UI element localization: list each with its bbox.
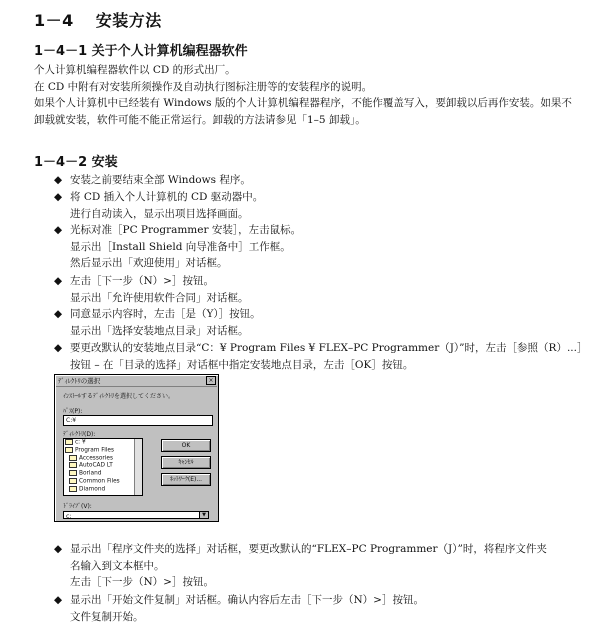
folder-icon bbox=[65, 439, 73, 445]
bullet-icon: ◆ bbox=[54, 273, 68, 290]
list-item[interactable]: Diamond bbox=[64, 486, 142, 494]
dialog-title: ﾃﾞｨﾚｸﾄﾘの選択 bbox=[56, 376, 217, 387]
folder-icon bbox=[69, 462, 77, 468]
bullet-item bbox=[54, 222, 594, 272]
bullet-item bbox=[54, 306, 594, 339]
bullet-text: 安装之前要结束全部 Windows 程序。 bbox=[70, 172, 594, 189]
bullet-item bbox=[54, 340, 594, 373]
bullet-continuation: 按钮 – 在「目录的选择」对话框中指定安装地点目录，左击［OK］按钮。 bbox=[70, 357, 594, 374]
list-item[interactable]: Accessories bbox=[64, 455, 142, 463]
bullet-continuation: 显示出「选择安装地点目录」对话框。 bbox=[70, 323, 594, 340]
folder-icon bbox=[69, 470, 77, 476]
section-number: 1－4 bbox=[34, 11, 74, 30]
list-item[interactable]: Program Files bbox=[64, 447, 142, 455]
directory-select-dialog bbox=[54, 374, 219, 522]
dialog-prompt: ｲﾝｽﾄｰﾙするﾃﾞｨﾚｸﾄﾘを選択してください。 bbox=[63, 391, 174, 400]
section-heading bbox=[34, 8, 162, 31]
paragraph-line: 在 CD 中附有对安装所须操作及自动执行图标注册等的安装程序的说明。 bbox=[34, 79, 594, 96]
bullet-icon: ◆ bbox=[54, 541, 68, 558]
list-item[interactable]: c: ¥ bbox=[64, 439, 142, 447]
path-label: ﾊﾟｽ(P): bbox=[63, 406, 82, 415]
section-title: 安装方法 bbox=[96, 11, 162, 30]
bullet-text: 显示出「程序文件夹的选择」对话框，要更改默认的“FLEX–PC Programmer（J）”时，将程序文件夹 bbox=[70, 541, 594, 558]
bullet-text: 显示出「开始文件复制」对话框。确认内容后左击［下一步（N）>］按钮。 bbox=[70, 592, 594, 609]
bullet-item bbox=[54, 541, 594, 591]
folder-icon bbox=[69, 478, 77, 484]
drive-select[interactable]: c: ▼ bbox=[63, 511, 209, 519]
cancel-button[interactable]: ｷｬﾝｾﾙ bbox=[161, 456, 211, 469]
bullet-item bbox=[54, 273, 594, 306]
bullet-item bbox=[54, 172, 594, 189]
bullet-text: 将 CD 插入个人计算机的 CD 驱动器中。 bbox=[70, 189, 594, 206]
bullet-icon: ◆ bbox=[54, 189, 68, 206]
bullet-icon: ◆ bbox=[54, 340, 68, 357]
subsection-heading-2: 1－4－2 安装 bbox=[34, 151, 118, 170]
bullet-icon: ◆ bbox=[54, 222, 68, 239]
paragraph-line: 个人计算机编程器软件以 CD 的形式出厂。 bbox=[34, 62, 594, 79]
paragraph-line: 如果个人计算机中已经装有 Windows 版的个人计算机编程器程序，不能作覆盖写入，要卸载以后再作安装。如果不 bbox=[34, 95, 594, 112]
directory-list[interactable] bbox=[63, 438, 143, 496]
folder-icon bbox=[69, 486, 77, 492]
bullet-item bbox=[54, 592, 594, 625]
bullet-text: 要更改默认的安装地点目录“C：¥ Program Files ¥ FLEX–PC Programmer（J）”时，左击［参照（R）...］ bbox=[70, 340, 594, 357]
path-input[interactable]: C:¥ bbox=[63, 415, 213, 426]
bullet-continuation: 左击［下一步（N）>］按钮。 bbox=[70, 574, 594, 591]
bullet-text: 同意显示内容时，左击［是（Y）］按钮。 bbox=[70, 306, 594, 323]
bullet-continuation: 文件复制开始。 bbox=[70, 609, 594, 625]
bullet-icon: ◆ bbox=[54, 592, 68, 609]
drive-label: ﾄﾞﾗｲﾌﾞ(V): bbox=[63, 501, 92, 510]
bullet-continuation: 显示出「允许使用软件合同」对话框。 bbox=[70, 290, 594, 307]
bullet-item bbox=[54, 189, 594, 222]
bullet-text: 光标对准［PC Programmer 安装］，左击鼠标。 bbox=[70, 222, 594, 239]
dialog-close-button[interactable]: × bbox=[206, 376, 216, 385]
list-item[interactable]: Common Files bbox=[64, 478, 142, 486]
paragraph-line: 卸载就安装，软件可能不能正常运行。卸载的方法请参见「1–5 卸载」。 bbox=[34, 112, 594, 129]
bullet-continuation: 名输入到文本框中。 bbox=[70, 558, 594, 575]
ok-button[interactable]: OK bbox=[161, 439, 211, 452]
folder-icon bbox=[65, 447, 73, 453]
directory-label: ﾃﾞｨﾚｸﾄﾘ(D): bbox=[63, 429, 95, 438]
bullet-icon: ◆ bbox=[54, 172, 68, 189]
subsection-heading-1: 1－4－1 关于个人计算机编程器软件 bbox=[34, 40, 248, 59]
bullet-icon: ◆ bbox=[54, 306, 68, 323]
list-scrollbar[interactable] bbox=[134, 439, 142, 495]
chevron-down-icon[interactable]: ▼ bbox=[199, 512, 208, 518]
network-button[interactable]: ﾈｯﾄﾜｰｸ(E)... bbox=[161, 473, 211, 486]
bullet-continuation: 进行自动读入，显示出项目选择画面。 bbox=[70, 206, 594, 223]
bullet-continuation: 显示出［Install Shield 向导准备中］工作框。 bbox=[70, 239, 594, 256]
bullet-text: 左击［下一步（N）>］按钮。 bbox=[70, 273, 594, 290]
list-item[interactable]: Borland bbox=[64, 470, 142, 478]
folder-icon bbox=[69, 455, 77, 461]
list-item[interactable]: AutoCAD LT bbox=[64, 462, 142, 470]
bullet-continuation: 然后显示出「欢迎使用」对话框。 bbox=[70, 255, 594, 272]
